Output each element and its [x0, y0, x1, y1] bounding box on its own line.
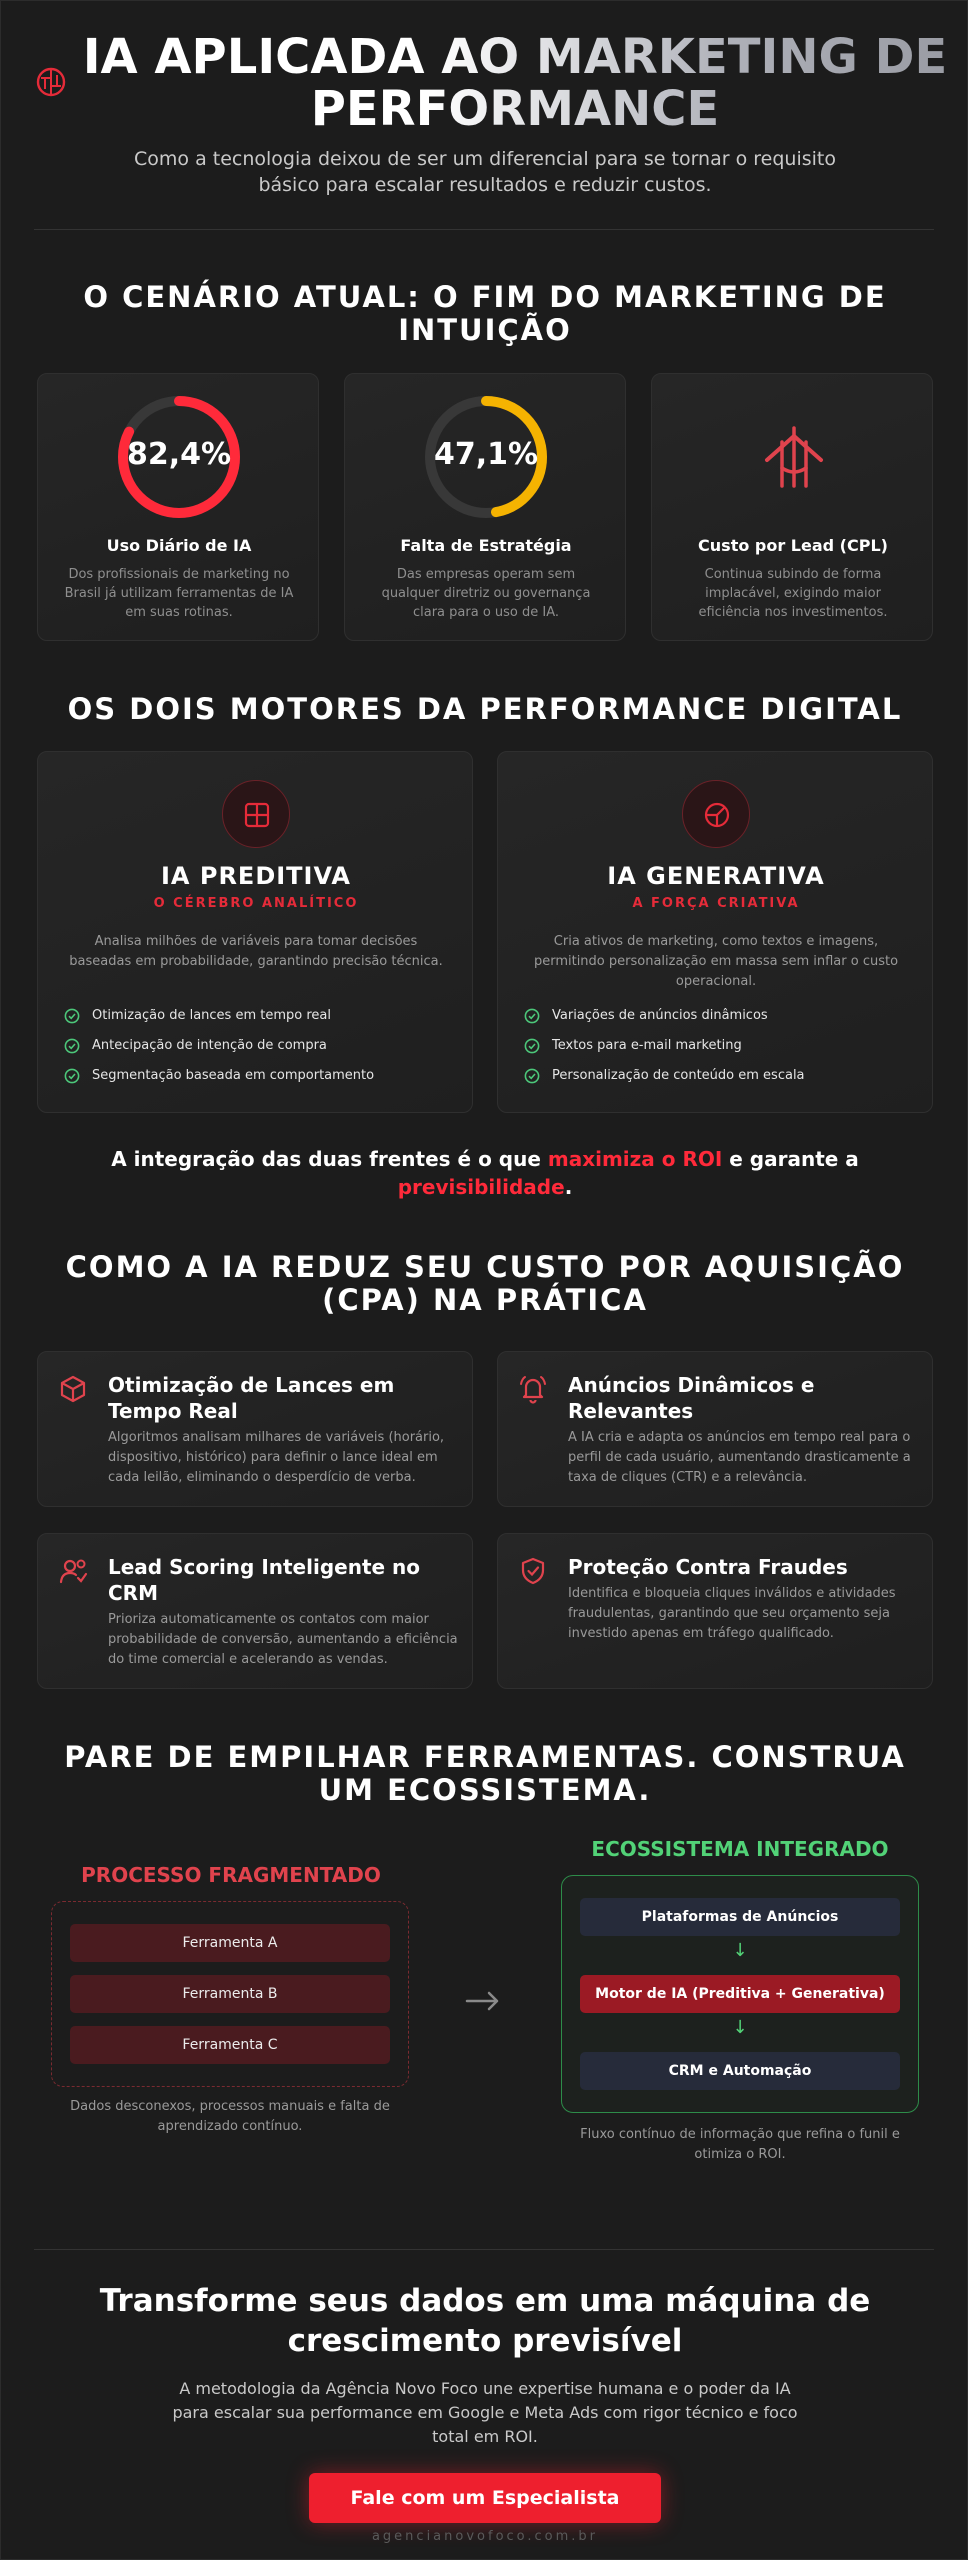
engine-name: IA PREDITIVA: [161, 862, 351, 890]
engine-feature-list: [64, 1001, 454, 1091]
check-circle-icon: [64, 1038, 80, 1054]
engine-tagline: O CÉREBRO ANALÍTICO: [153, 896, 359, 911]
cpa-card-fraud-protection: [497, 1533, 933, 1689]
page-title-line-1: IA APLICADA AO MARKETING DE: [82, 29, 948, 85]
divider: [34, 2249, 934, 2250]
fragmented-tool: Ferramenta B: [70, 1975, 390, 2013]
check-circle-icon: [64, 1008, 80, 1024]
check-circle-icon: [524, 1068, 540, 1084]
check-circle-icon: [524, 1008, 540, 1024]
ecosystem-step-ads: Plataformas de Anúncios: [580, 1898, 900, 1936]
feature-item: [524, 1001, 914, 1031]
ecosystem-step-ai-engine: Motor de IA (Preditiva + Generativa): [580, 1975, 900, 2013]
integration-highlight-predictability: previsibilidade: [397, 1175, 565, 1199]
engine-tagline: A FORÇA CRIATIVA: [632, 896, 800, 911]
engine-card-predictive: [37, 751, 473, 1113]
cpa-card-title: Lead Scoring Inteligente no CRM: [108, 1555, 421, 1605]
integration-end: .: [564, 1175, 573, 1199]
cpa-card-dynamic-ads: [497, 1351, 933, 1507]
integration-text: A integração das duas frentes é o que: [111, 1147, 548, 1171]
brain-circuit-icon: [34, 65, 68, 99]
fragmented-process-title: PROCESSO FRAGMENTADO: [81, 1863, 381, 1887]
feature-label: Textos para e-mail marketing: [552, 1038, 742, 1053]
ecosystem-step-crm: CRM e Automação: [580, 2052, 900, 2090]
fragmented-process-box: [51, 1901, 409, 2087]
stat-title: Falta de Estratégia: [400, 536, 572, 555]
fragmented-tool: Ferramenta A: [70, 1924, 390, 1962]
stat-card-ai-usage: [37, 373, 319, 641]
check-circle-icon: [524, 1038, 540, 1054]
engine-card-generative: [497, 751, 933, 1113]
footer-website[interactable]: agencianovofoco.com.br: [371, 2529, 599, 2544]
stat-description: Continua subindo de forma implacável, exigindo maior eficiência nos investimentos.: [698, 567, 888, 620]
bell-ring-icon: [518, 1374, 548, 1404]
stat-description: Dos profissionais de marketing no Brasil já utilizam ferramentas de IA em suas rotinas.: [64, 567, 294, 620]
integrated-ecosystem-box: [561, 1875, 919, 2113]
fragmented-tool: Ferramenta C: [70, 2026, 390, 2064]
engine-badge: [222, 780, 290, 848]
grid-chart-icon: [243, 801, 271, 829]
cpa-card-description: Identifica e bloqueia cliques inválidos e atividades fraudulentas, garantindo que seu orçamento seja investido apenas em tráfego qualificado.: [568, 1586, 896, 1641]
engine-feature-list: [524, 1001, 914, 1091]
cta-subtitle: A metodologia da Agência Novo Foco une expertise humana e o poder da IA para escalar sua performance em Google e Meta Ads com rigor técnico e foco total em ROI.: [172, 2379, 798, 2446]
rising-cost-arrows-icon: [763, 424, 825, 490]
user-score-icon: [58, 1556, 88, 1586]
integration-highlight-roi: maximiza o ROI: [547, 1147, 723, 1171]
arrow-down-icon: ↓: [732, 1940, 748, 1961]
feature-label: Personalização de conteúdo em escala: [552, 1068, 805, 1083]
cpa-card-description: Algoritmos analisam milhares de variáveis (horário, dispositivo, histórico) para definir o lance ideal em cada leilão, eliminando o desperdício de verba.: [108, 1430, 445, 1485]
arrow-down-icon: ↓: [732, 2017, 748, 2038]
stat-title: Uso Diário de IA: [106, 536, 252, 555]
feature-item: [64, 1001, 454, 1031]
feature-item: [64, 1031, 454, 1061]
cta-title: Transforme seus dados em uma máquina de crescimento previsível: [99, 2283, 871, 2359]
page-title: [81, 31, 949, 135]
scenario-title: O CENÁRIO ATUAL: O FIM DO MARKETING DE INTUIÇÃO: [83, 280, 887, 347]
stat-value: 82,4%: [126, 437, 232, 472]
integration-connector: e: [729, 1147, 743, 1171]
stat-value: 47,1%: [433, 437, 539, 472]
engine-badge: [682, 780, 750, 848]
feature-item: [524, 1031, 914, 1061]
check-circle-icon: [64, 1068, 80, 1084]
page-subtitle: Como a tecnologia deixou de ser um diferencial para se tornar o requisito básico para escalar resultados e reduzir custos.: [134, 148, 836, 196]
divider: [34, 229, 934, 230]
cpa-card-lead-scoring: [37, 1533, 473, 1689]
cpa-card-title: Otimização de Lances em Tempo Real: [108, 1373, 395, 1423]
cpa-card-title: Proteção Contra Fraudes: [568, 1555, 848, 1579]
stat-description: Das empresas operam sem qualquer diretriz ou governança clara para o uso de IA.: [381, 567, 591, 620]
integration-statement: [61, 1145, 909, 1201]
stat-card-cpl: [651, 373, 933, 641]
feature-label: Antecipação de intenção de compra: [92, 1038, 327, 1053]
engine-description: Analisa milhões de variáveis para tomar decisões baseadas em probabilidade, garantindo precisão técnica.: [69, 934, 443, 969]
cpa-card-bidding: [37, 1351, 473, 1507]
stat-title: Custo por Lead (CPL): [698, 536, 888, 555]
engines-title: OS DOIS MOTORES DA PERFORMANCE DIGITAL: [67, 692, 903, 726]
fragmented-process-note: Dados desconexos, processos manuais e falta de aprendizado contínuo.: [70, 2099, 390, 2134]
contact-specialist-button[interactable]: Fale com um Especialista: [309, 2473, 661, 2523]
engine-name: IA GENERATIVA: [607, 862, 825, 890]
engine-description: Cria ativos de marketing, como textos e imagens, permitindo personalização em massa sem inflar o custo operacional.: [533, 934, 899, 989]
cpa-card-title: Anúncios Dinâmicos e Relevantes: [568, 1373, 815, 1423]
feature-item: [524, 1061, 914, 1091]
cpa-title: COMO A IA REDUZ SEU CUSTO POR AQUISIÇÃO (CPA) NA PRÁTICA: [65, 1250, 905, 1317]
arrow-right-icon: [463, 1981, 503, 2021]
stat-card-strategy: [344, 373, 626, 641]
integrated-ecosystem-note: Fluxo contínuo de informação que refina o funil e otimiza o ROI.: [580, 2127, 900, 2162]
page-title-line-2: PERFORMANCE: [310, 81, 720, 137]
integration-text: garante a: [742, 1147, 859, 1171]
palette-icon: [703, 801, 731, 829]
feature-label: Segmentação baseada em comportamento: [92, 1068, 375, 1083]
shield-check-icon: [518, 1556, 548, 1586]
feature-item: [64, 1061, 454, 1091]
cpa-card-description: Prioriza automaticamente os contatos com maior probabilidade de conversão, aumentando a eficiência do time comercial e acelerando as vendas.: [108, 1612, 458, 1667]
cpa-card-description: A IA cria e adapta os anúncios em tempo real para o perfil de cada usuário, aumentando drasticamente a taxa de cliques (CTR) e a relevância.: [568, 1430, 911, 1485]
feature-label: Otimização de lances em tempo real: [92, 1008, 331, 1023]
cube-icon: [58, 1374, 88, 1404]
ecosystem-title: PARE DE EMPILHAR FERRAMENTAS. CONSTRUA UM ECOSSISTEMA.: [64, 1740, 906, 1807]
integrated-ecosystem-title: ECOSSISTEMA INTEGRADO: [591, 1837, 889, 1861]
feature-label: Variações de anúncios dinâmicos: [552, 1008, 768, 1023]
